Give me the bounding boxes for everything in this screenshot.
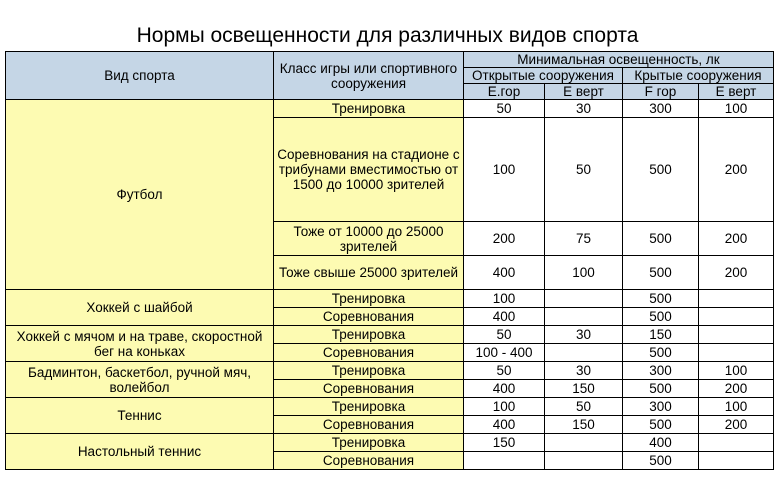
sport-bandy-skating: Хоккей с мячом и на траве, скоростной бег на коньках bbox=[6, 326, 274, 362]
value-cell: 150 bbox=[545, 380, 623, 398]
class-cell: Соревнования на стадионе с трибунами вместимостью от 1500 до 10000 зрителей bbox=[274, 118, 464, 222]
value-cell: 200 bbox=[699, 256, 774, 290]
table-row bbox=[6, 326, 774, 344]
value-cell: 100 bbox=[699, 362, 774, 380]
value-cell: 50 bbox=[545, 398, 623, 416]
value-cell bbox=[699, 344, 774, 362]
header-indoor: Крытые сооружения bbox=[623, 68, 774, 84]
header-class: Класс игры или спортивного сооружения bbox=[274, 52, 464, 100]
value-cell: 500 bbox=[623, 256, 699, 290]
value-cell: 200 bbox=[699, 118, 774, 222]
value-cell bbox=[464, 452, 545, 470]
table-row bbox=[6, 434, 774, 452]
value-cell: 400 bbox=[464, 416, 545, 434]
value-cell bbox=[699, 326, 774, 344]
value-cell: 300 bbox=[623, 100, 699, 118]
value-cell: 100 bbox=[545, 256, 623, 290]
value-cell: 50 bbox=[464, 362, 545, 380]
sport-badminton-group: Бадминтон, баскетбол, ручной мяч, волейбол bbox=[6, 362, 274, 398]
class-cell: Тоже от 10000 до 25000 зрителей bbox=[274, 222, 464, 256]
sport-football: Футбол bbox=[6, 100, 274, 290]
value-cell: 50 bbox=[464, 100, 545, 118]
value-cell bbox=[545, 290, 623, 308]
value-cell: 100 bbox=[464, 398, 545, 416]
value-cell: 500 bbox=[623, 118, 699, 222]
value-cell: 500 bbox=[623, 416, 699, 434]
header-f-hor: F гор bbox=[623, 84, 699, 100]
page-title: Нормы освещенности для различных видов спорта bbox=[136, 24, 639, 47]
value-cell: 500 bbox=[623, 344, 699, 362]
header-min-lux: Минимальная освещенность, лк bbox=[464, 52, 774, 68]
header-e-hor: Е.гор bbox=[464, 84, 545, 100]
value-cell: 400 bbox=[464, 380, 545, 398]
class-cell: Тренировка bbox=[274, 362, 464, 380]
header-sport: Вид спорта bbox=[6, 52, 274, 100]
sport-tennis: Теннис bbox=[6, 398, 274, 434]
value-cell: 100 - 400 bbox=[464, 344, 545, 362]
value-cell: 50 bbox=[545, 118, 623, 222]
value-cell: 200 bbox=[699, 380, 774, 398]
value-cell bbox=[699, 290, 774, 308]
class-cell: Тренировка bbox=[274, 434, 464, 452]
value-cell: 300 bbox=[623, 398, 699, 416]
class-cell: Тренировка bbox=[274, 290, 464, 308]
value-cell: 500 bbox=[623, 222, 699, 256]
sport-ice-hockey: Хоккей с шайбой bbox=[6, 290, 274, 326]
table-row bbox=[6, 398, 774, 416]
value-cell: 100 bbox=[699, 100, 774, 118]
value-cell: 75 bbox=[545, 222, 623, 256]
value-cell: 400 bbox=[464, 308, 545, 326]
class-cell: Тоже свыше 25000 зрителей bbox=[274, 256, 464, 290]
value-cell: 300 bbox=[623, 362, 699, 380]
value-cell: 30 bbox=[545, 100, 623, 118]
header-row-1 bbox=[6, 52, 774, 68]
value-cell: 150 bbox=[464, 434, 545, 452]
value-cell: 200 bbox=[464, 222, 545, 256]
class-cell: Соревнования bbox=[274, 452, 464, 470]
value-cell bbox=[699, 434, 774, 452]
class-cell: Соревнования bbox=[274, 416, 464, 434]
table-row bbox=[6, 100, 774, 118]
value-cell: 500 bbox=[623, 290, 699, 308]
header-e-vert: Е верт bbox=[545, 84, 623, 100]
value-cell: 500 bbox=[623, 380, 699, 398]
value-cell: 30 bbox=[545, 362, 623, 380]
value-cell bbox=[545, 344, 623, 362]
class-cell: Соревнования bbox=[274, 308, 464, 326]
value-cell: 100 bbox=[464, 290, 545, 308]
value-cell: 500 bbox=[623, 452, 699, 470]
value-cell: 100 bbox=[464, 118, 545, 222]
value-cell: 150 bbox=[623, 326, 699, 344]
sport-table-tennis: Настольный теннис bbox=[6, 434, 274, 470]
class-cell: Соревнования bbox=[274, 344, 464, 362]
value-cell: 200 bbox=[699, 416, 774, 434]
value-cell: 400 bbox=[464, 256, 545, 290]
lighting-norms-table bbox=[5, 51, 774, 470]
value-cell bbox=[699, 308, 774, 326]
value-cell: 30 bbox=[545, 326, 623, 344]
value-cell: 400 bbox=[623, 434, 699, 452]
value-cell bbox=[545, 452, 623, 470]
class-cell: Соревнования bbox=[274, 380, 464, 398]
value-cell bbox=[699, 452, 774, 470]
table-row bbox=[6, 362, 774, 380]
value-cell bbox=[545, 434, 623, 452]
value-cell bbox=[545, 308, 623, 326]
value-cell: 50 bbox=[464, 326, 545, 344]
header-outdoor: Открытые сооружения bbox=[464, 68, 623, 84]
class-cell: Тренировка bbox=[274, 398, 464, 416]
table-row bbox=[6, 290, 774, 308]
value-cell: 100 bbox=[699, 398, 774, 416]
class-cell: Тренировка bbox=[274, 326, 464, 344]
header-e-vert-indoor: Е верт bbox=[699, 84, 774, 100]
value-cell: 200 bbox=[699, 222, 774, 256]
value-cell: 500 bbox=[623, 308, 699, 326]
class-cell: Тренировка bbox=[274, 100, 464, 118]
value-cell: 150 bbox=[545, 416, 623, 434]
